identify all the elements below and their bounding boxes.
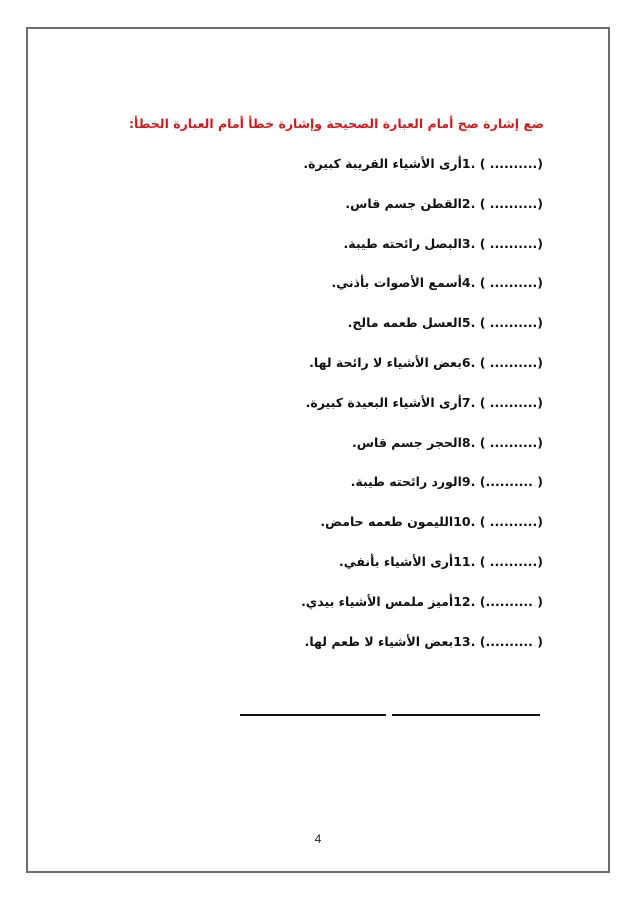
- answer-blank[interactable]: (.......... ): [479, 235, 543, 251]
- statement-text: بعض الأشياء لا طعم لها.: [304, 633, 454, 649]
- instruction-heading: ضع إشارة صح أمام العبارة الصحيحة وإشارة خطأ أمام العبارة الخطأ:: [129, 116, 544, 131]
- statement-text: أسمع الأصوات بأذني.: [331, 275, 462, 291]
- statement-item: [80, 553, 543, 593]
- item-number: .11: [453, 553, 476, 569]
- divider-line: [392, 714, 540, 716]
- statement-text: الحجر جسم قاس.: [352, 434, 462, 450]
- statement-text: القطن جسم قاس.: [345, 195, 462, 211]
- statement-text: العسل طعمه مالح.: [347, 315, 462, 331]
- statement-text: أرى الأشياء بأنفي.: [339, 553, 454, 569]
- answer-blank[interactable]: ( ..........): [479, 474, 543, 490]
- statement-item: [80, 235, 543, 275]
- page-number: 4: [314, 832, 322, 846]
- answer-blank[interactable]: (.......... ): [479, 394, 543, 410]
- statement-text: أميز ملمس الأشياء بيدي.: [301, 593, 454, 609]
- statement-item: [80, 195, 543, 235]
- answer-blank[interactable]: (.......... ): [479, 315, 543, 331]
- answer-blank[interactable]: (.......... ): [479, 434, 543, 450]
- item-number: .12: [453, 593, 476, 609]
- item-number: .5: [461, 315, 476, 331]
- item-number: .2: [461, 195, 476, 211]
- statement-item: [80, 354, 543, 394]
- statement-text: الليمون طعمه حامض.: [320, 514, 454, 530]
- item-number: .6: [461, 354, 476, 370]
- statement-item: [80, 593, 543, 633]
- answer-blank[interactable]: ( ..........): [479, 593, 543, 609]
- answer-blank[interactable]: (.......... ): [479, 354, 543, 370]
- item-number: .13: [453, 633, 476, 649]
- item-number: .1: [461, 156, 476, 171]
- item-number: .10: [453, 514, 476, 530]
- statement-text: البصل رائحته طيبة.: [343, 235, 462, 251]
- item-number: .7: [461, 394, 476, 410]
- statement-item: [80, 274, 543, 314]
- answer-blank[interactable]: ( ..........): [479, 633, 543, 649]
- statement-text: أرى الأشياء القريبة كبيرة.: [303, 156, 462, 171]
- statement-text: الورد رائحته طيبة.: [350, 474, 462, 490]
- divider-line: [240, 714, 386, 716]
- statement-item: [80, 434, 543, 474]
- statement-text: أرى الأشياء البعيدة كبيرة.: [305, 394, 462, 410]
- item-number: .8: [461, 434, 476, 450]
- answer-blank[interactable]: (.......... ): [479, 156, 543, 171]
- statement-item: [80, 314, 543, 354]
- statement-item: [80, 473, 543, 513]
- statement-item: [80, 633, 543, 673]
- answer-blank[interactable]: (.......... ): [479, 195, 543, 211]
- statement-item: [80, 394, 543, 434]
- statement-list: [80, 155, 543, 672]
- signature-lines: [240, 714, 540, 718]
- statement-item: [80, 513, 543, 553]
- statement-item: [80, 155, 543, 195]
- answer-blank[interactable]: (.......... ): [479, 514, 543, 530]
- statement-text: بعض الأشياء لا رائحة لها.: [309, 354, 462, 370]
- answer-blank[interactable]: (.......... ): [479, 553, 543, 569]
- item-number: .3: [461, 235, 476, 251]
- item-number: .4: [461, 275, 476, 291]
- item-number: .9: [461, 474, 476, 490]
- answer-blank[interactable]: (.......... ): [479, 275, 543, 291]
